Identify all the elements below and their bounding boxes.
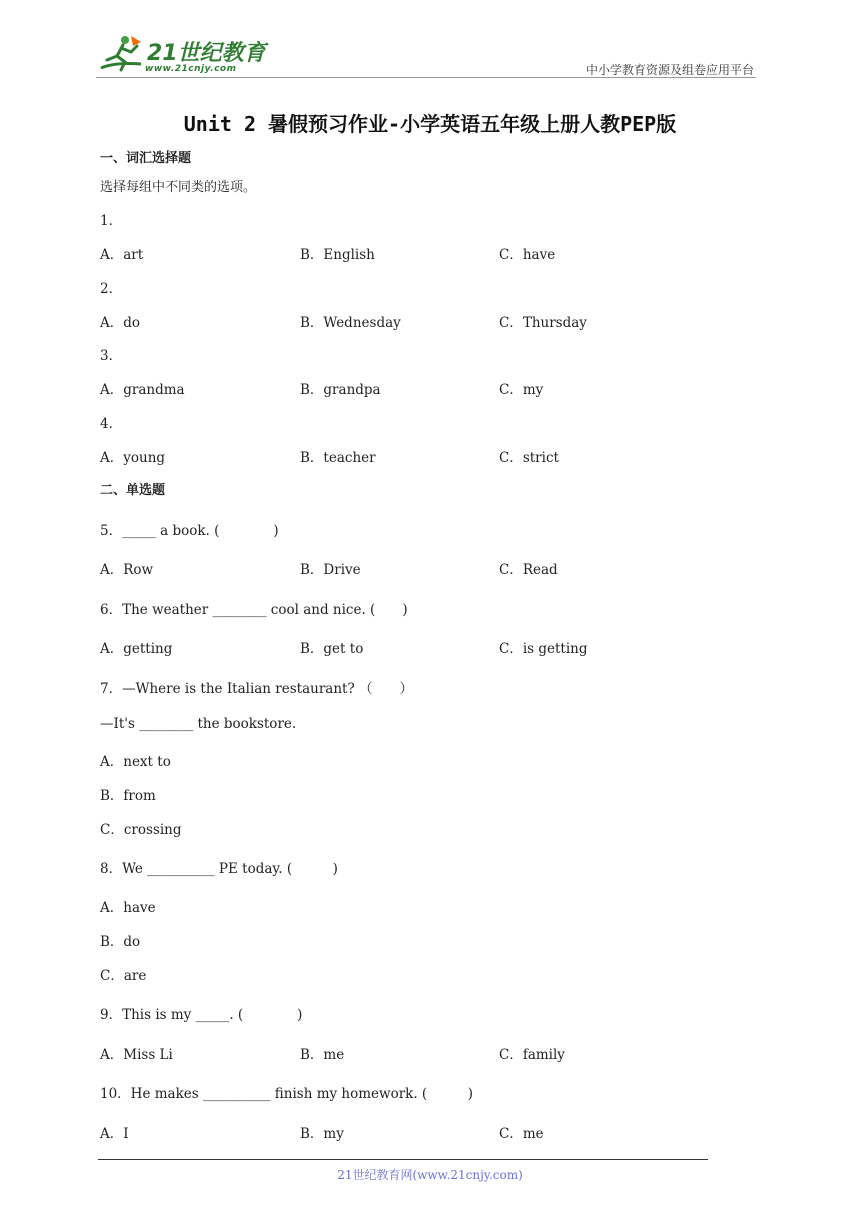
option-a: A．Row xyxy=(100,562,154,578)
option-a: A．art xyxy=(100,247,144,263)
option-c: C．are xyxy=(100,968,147,984)
page-title: Unit 2 暑假预习作业-小学英语五年级上册人教PEP版 xyxy=(183,112,677,136)
option-a: A．have xyxy=(100,900,156,916)
option-c: C．me xyxy=(499,1126,544,1142)
option-a: A．I xyxy=(100,1126,129,1142)
question-stem: 9．This is my _____. ( ) xyxy=(100,1007,303,1023)
option-a: A．grandma xyxy=(100,382,185,398)
option-c: C．crossing xyxy=(100,822,182,838)
option-c: C．Read xyxy=(499,562,558,578)
option-c: C．Thursday xyxy=(499,315,587,331)
logo-url: www.21cnjy.com xyxy=(145,64,237,74)
option-c: C．have xyxy=(499,247,556,263)
question-stem-line2: —It's ________ the bookstore. xyxy=(100,716,297,732)
footer-divider xyxy=(98,1159,708,1160)
option-b: B．teacher xyxy=(300,450,376,466)
option-b: B．Drive xyxy=(300,562,361,578)
logo-text: 21世纪教育 xyxy=(147,41,266,66)
option-b: B．from xyxy=(100,788,156,804)
option-a: A．next to xyxy=(100,754,171,770)
question-number: 1． xyxy=(100,213,123,229)
section-instruction: 选择每组中不同类的选项。 xyxy=(100,180,257,195)
question-number: 4． xyxy=(100,416,123,432)
option-b: B．grandpa xyxy=(300,382,381,398)
header-divider xyxy=(96,77,756,78)
footer-text: 21世纪教育网(www.21cnjy.com) xyxy=(337,1168,523,1182)
option-c: C．strict xyxy=(499,450,559,466)
option-c: C．my xyxy=(499,382,544,398)
option-c: C．family xyxy=(499,1047,565,1063)
site-logo xyxy=(95,34,266,78)
option-a: A．do xyxy=(100,315,141,331)
section-heading-single-choice: 二、单选题 xyxy=(100,483,166,498)
question-stem: 10．He makes __________ finish my homework. ( ) xyxy=(100,1086,473,1102)
option-a: A．getting xyxy=(100,641,173,657)
option-b: B．get to xyxy=(300,641,364,657)
header-platform-text: 中小学教育资源及组卷应用平台 xyxy=(585,63,754,77)
question-stem: 8．We __________ PE today. ( ) xyxy=(100,861,338,877)
option-b: B．English xyxy=(300,247,375,263)
option-b: B．do xyxy=(100,934,141,950)
option-a: A．young xyxy=(100,450,166,466)
runner-logo-icon xyxy=(95,34,145,78)
option-b: B．Wednesday xyxy=(300,315,401,331)
question-stem: 5．_____ a book. ( ) xyxy=(100,523,279,539)
section-heading-vocabulary: 一、词汇选择题 xyxy=(100,151,192,166)
question-number: 3． xyxy=(100,348,123,364)
question-stem: 7．—Where is the Italian restaurant? （ ） xyxy=(100,681,413,697)
question-number: 2． xyxy=(100,281,123,297)
option-b: B．me xyxy=(300,1047,345,1063)
option-c: C．is getting xyxy=(499,641,588,657)
option-b: B．my xyxy=(300,1126,344,1142)
option-a: A．Miss Li xyxy=(100,1047,173,1063)
question-stem: 6．The weather ________ cool and nice. ( ) xyxy=(100,602,408,618)
